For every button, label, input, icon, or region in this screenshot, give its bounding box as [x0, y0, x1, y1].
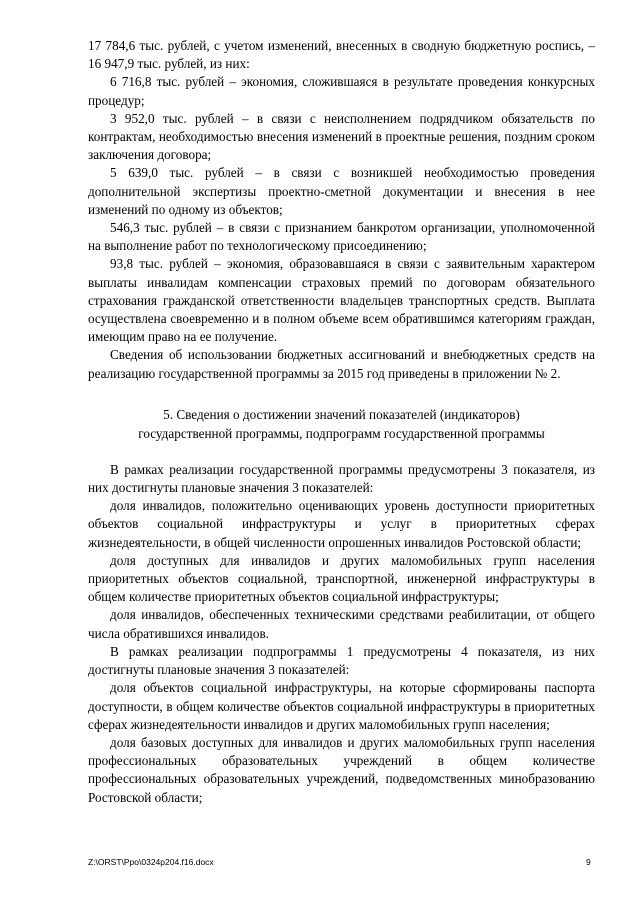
paragraph-appendix-reference: Сведения об использовании бюджетных ассигнований и внебюджетных средств на реализацию государственной программы за 2015 год приведены в приложении № 2.	[88, 347, 595, 381]
section-heading-line-1: 5. Сведения о достижении значений показателей (индикаторов)	[163, 406, 520, 422]
paragraph-subprogram-indicators: В рамках реализации подпрограммы 1 предусмотрены 4 показателя, из них достигнуты плановые значения 3 показателей:	[88, 643, 595, 678]
paragraph-subprogram-indicator-1: доля объектов социальной инфраструктуры, на которые сформированы паспорта доступности, в общем количестве объектов социальной инфраструктуры в приоритетных сферах жизнедеятельности инвалидов и других маломобильных групп населения;	[88, 680, 595, 732]
paragraph-economy-tenders: 6 716,8 тыс. рублей – экономия, сложившаяся в результате проведения конкурсных процедур;	[88, 74, 595, 108]
paragraph-additional-expertise: 5 639,0 тыс. рублей – в связи с возникшей необходимостью проведения дополнительной экспертизы проектно-сметной документации и внесения в нее изменений по одному из объектов;	[88, 165, 595, 217]
paragraph-program-indicators: В рамках реализации государственной программы предусмотрены 3 показателя, из них достигнуты плановые значения 3 показателей:	[88, 461, 595, 496]
paragraph-subprogram-indicator-2: доля базовых доступных для инвалидов и других маломобильных групп населения профессиональных образовательных учреждений в общем количестве профессиональных образовательных учреждений, подведомственных минобразованию Ростовской области;	[88, 734, 595, 805]
paragraph-budget-total: 17 784,6 тыс. рублей, с учетом изменений, внесенных в сводную бюджетную роспись, – 16 947,9 тыс. рублей, из них:	[88, 38, 595, 72]
paragraph-indicator-2: доля доступных для инвалидов и других маломобильных групп населения приоритетных объектов социальной, транспортной, инженерной инфраструктуры в общем количестве приоритетных объектов социальной инфраструктуры;	[88, 552, 595, 605]
document-body	[88, 37, 595, 807]
paragraph-insurance-compensation: 93,8 тыс. рублей – экономия, образовавшаяся в связи с заявительным характером выплаты инвалидам компенсации страховых премий по договорам обязательного страхования гражданской ответственности владельцев транспортных средств. Выплата осуществлена своевременно и в полном объеме всем обратившимся категориям граждан, имеющим право на ее получение.	[88, 256, 595, 345]
paragraph-bankruptcy: 546,3 тыс. рублей – в связи с признанием банкротом организации, уполномоченной на выполнение работ по технологическому присоединению;	[88, 220, 595, 254]
footer-page-number: 9	[586, 857, 591, 867]
footer-file-path: Z:\ORST\Ppo\0324p204.f16.docx	[88, 857, 214, 867]
section-heading	[88, 405, 595, 443]
section-heading-line-2: государственной программы, подпрограмм государственной программы	[138, 425, 545, 441]
paragraph-indicator-1: доля инвалидов, положительно оценивающих уровень доступности приоритетных объектов социальной инфраструктуры и услуг в приоритетных сферах жизнедеятельности, в общей численности опрошенных инвалидов Ростовской области;	[88, 498, 595, 550]
paragraph-indicator-3: доля инвалидов, обеспеченных техническими средствами реабилитации, от общего числа обратившихся инвалидов.	[88, 607, 595, 641]
paragraph-contractor-obligations: 3 952,0 тыс. рублей – в связи с неисполнением подрядчиком обязательств по контрактам, необходимостью внесения изменений в проектные решения, поздним сроком заключения договора;	[88, 110, 595, 163]
